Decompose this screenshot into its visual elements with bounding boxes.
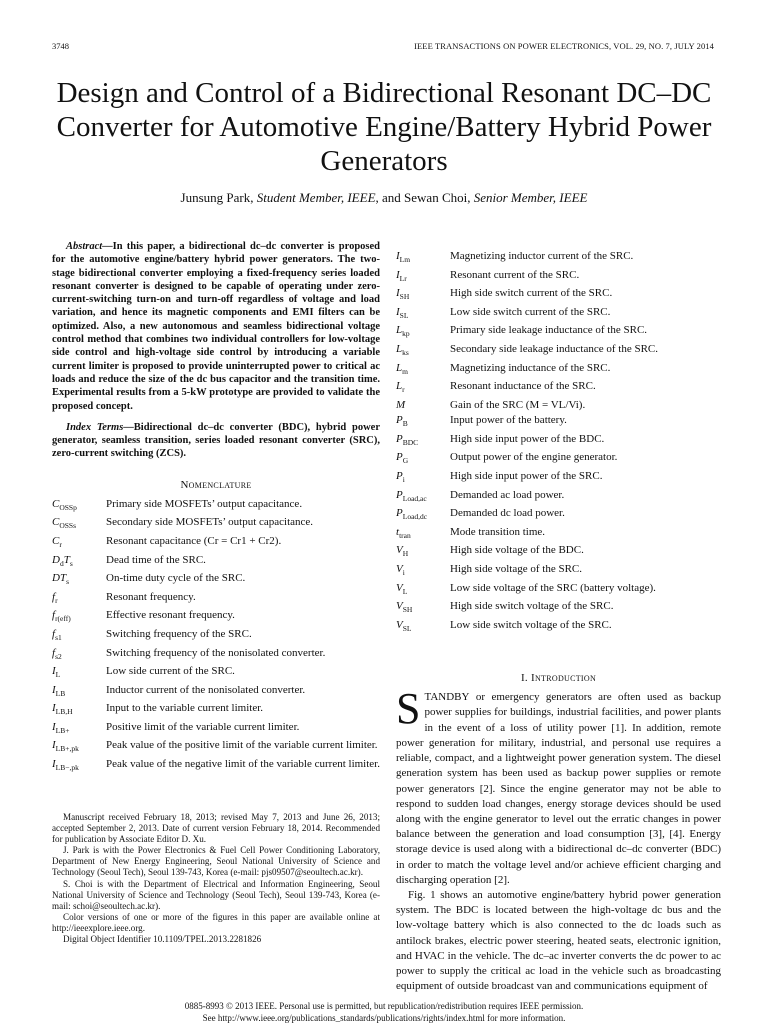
nomenclature-row: [396, 361, 721, 380]
index-terms: [52, 421, 380, 461]
nomenclature-symbol: $P_{Load,dc}$: [396, 507, 428, 522]
page-number: 3748: [52, 41, 69, 51]
nomenclature-description: Magnetizing inductor current of the SRC.: [450, 250, 634, 262]
nomenclature-row: [396, 286, 721, 305]
nomenclature-description: Input power of the battery.: [450, 414, 567, 427]
nomenclature-description: Effective resonant frequency.: [106, 609, 235, 622]
nomenclature-row: [396, 599, 721, 618]
author-1-role: Student Member, IEEE: [256, 190, 376, 205]
nomenclature-symbol: $I_{SH}$: [396, 287, 410, 302]
nomenclature-description: High side input power of the BDC.: [450, 432, 605, 445]
nomenclature-description: Mode transition time.: [450, 525, 546, 538]
right-column: [396, 249, 721, 994]
nomenclature-row: [52, 664, 380, 683]
nomenclature-symbol: $P_B$: [396, 414, 408, 429]
nomenclature-description: Resonant inductance of the SRC.: [450, 380, 596, 393]
nomenclature-symbol: $I_{Lr}$: [396, 268, 407, 283]
nomenclature-title: Nomenclature: [180, 478, 252, 491]
copyright-line-2: See http://www.ieee.org/publications_standards/publications/rights/index.html for more information.: [202, 1013, 566, 1023]
nomenclature-row: [396, 413, 721, 432]
intro-paragraph-1: [396, 684, 721, 888]
nomenclature-row: [52, 701, 380, 720]
nomenclature-row: [52, 757, 380, 776]
nomenclature-description: Positive limit of the variable current limiter.: [106, 720, 300, 733]
nomenclature-description: Primary side MOSFETs’ output capacitance.: [106, 497, 303, 510]
nomenclature-symbol: $t_{tran}$: [396, 525, 411, 540]
nomenclature-description: Low side current of the SRC.: [106, 665, 235, 678]
nomenclature-row: [52, 515, 380, 534]
copyright-line-1: 0885-8993 © 2013 IEEE. Personal use is permitted, but republication/redistribution requires IEEE permission.: [184, 1001, 584, 1011]
nomenclature-symbol: $I_{LB+}$: [52, 720, 70, 736]
paper-title: Design and Control of a Bidirectional Resonant DC–DC Converter for Automotive Engine/Battery Hybrid Power Generators: [56, 77, 712, 177]
nomenclature-symbol: $L_r$: [396, 380, 405, 395]
nomenclature-symbol: $V_i$: [396, 562, 405, 578]
nomenclature-description: High side switch current of the SRC.: [450, 287, 613, 300]
nomenclature-row: [396, 323, 721, 342]
nomenclature-description: Demanded ac load power.: [450, 488, 565, 501]
nomenclature-row: [396, 525, 721, 544]
nomenclature-symbol: $L_{kp}$: [396, 324, 410, 339]
nomenclature-description: Low side voltage of the SRC (battery voltage).: [450, 581, 656, 594]
nomenclature-description: Dead time of the SRC.: [106, 553, 206, 566]
nomenclature-description: Secondary side leakage inductance of the SRC.: [450, 342, 659, 355]
first-word-rest: TANDBY: [424, 691, 470, 704]
nomenclature-symbol: $V_H$: [396, 544, 409, 559]
nomenclature-row: [396, 305, 721, 324]
nomenclature-row: [396, 618, 721, 637]
nomenclature-description: Peak value of the negative limit of the variable current limiter.: [106, 758, 380, 771]
nomenclature-symbol: $V_{SL}$: [396, 618, 412, 633]
nomenclature-description: High side input power of the SRC.: [450, 469, 603, 482]
nomenclature-symbol: $f_r$: [52, 590, 58, 605]
nomenclature-symbol: $C_{OSSp}$: [52, 497, 77, 512]
nomenclature-symbol: $C_{OSSs}$: [52, 516, 77, 531]
nomenclature-list-left: [52, 497, 380, 776]
nomenclature-description: Resonant current of the SRC.: [450, 268, 580, 281]
nomenclature-description: Secondary side MOSFETs’ output capacitance.: [106, 516, 314, 529]
nomenclature-symbol: $I_{LB,H}$: [52, 702, 73, 717]
nomenclature-symbol: $P_G$: [396, 451, 409, 466]
nomenclature-description: High side switch voltage of the SRC.: [450, 600, 614, 613]
abstract-lead: Abstract: [66, 241, 103, 252]
nomenclature-symbol: $I_L$: [52, 665, 61, 680]
nomenclature-row: [52, 571, 380, 590]
nomenclature-row: [52, 497, 380, 516]
nomenclature-row: [396, 506, 721, 525]
nomenclature-symbol: M: [396, 398, 406, 411]
nomenclature-symbol: $I_{SL}$: [396, 305, 409, 320]
nomenclature-description: Primary side leakage inductance of the SRC.: [450, 324, 648, 337]
nomenclature-row: [396, 488, 721, 507]
nomenclature-description: Output power of the engine generator.: [450, 451, 618, 464]
nomenclature-symbol: $f_{r(eff)}$: [52, 609, 71, 624]
nomenclature-description: Magnetizing inductance of the SRC.: [450, 361, 611, 374]
nomenclature-row: [52, 738, 380, 757]
nomenclature-row: [396, 450, 721, 469]
nomenclature-row: [396, 268, 721, 287]
index-terms-text: —Bidirectional dc–dc converter (BDC), hybrid power generator, seamless transition, series loaded resonant converter (SRC), zero-current switching (ZCS).: [52, 421, 380, 460]
nomenclature-description: Inductor current of the nonisolated converter.: [106, 683, 306, 696]
nomenclature-description: Low side switch voltage of the SRC.: [450, 618, 612, 631]
footnote-color: Color versions of one or more of the figures in this paper are available online at http://ieeexplore.ieee.org.: [52, 911, 380, 933]
nomenclature-symbol: $f_{s1}$: [52, 627, 62, 643]
nomenclature-row: [52, 553, 380, 572]
nomenclature-row: [396, 342, 721, 361]
nomenclature-symbol: $P_i$: [396, 469, 405, 485]
nomenclature-symbol: $P_{BDC}$: [396, 432, 419, 447]
nomenclature-description: Switching frequency of the nonisolated converter.: [106, 646, 326, 659]
nomenclature-description: Resonant frequency.: [106, 590, 196, 603]
footnote-doi: Digital Object Identifier 10.1109/TPEL.2013.2281826: [63, 934, 262, 945]
nomenclature-row: [52, 720, 380, 739]
nomenclature-description: Switching frequency of the SRC.: [106, 627, 252, 640]
nomenclature-row: [52, 534, 380, 553]
author-joiner: , and Sewan Choi,: [375, 190, 471, 205]
left-column: [52, 240, 380, 776]
nomenclature-symbol: $I_{Lm}$: [396, 250, 411, 265]
nomenclature-symbol: $f_{s2}$: [52, 646, 62, 661]
nomenclature-row: [396, 581, 721, 600]
nomenclature-symbol: $I_{LB-,pk}$: [52, 758, 79, 773]
nomenclature-symbol: $I_{LB+,pk}$: [52, 739, 79, 754]
nomenclature-symbol: $I_{LB}$: [52, 683, 66, 698]
abstract-text: —In this paper, a bidirectional dc–dc converter is proposed for the automotive engine/battery hybrid power generators. The two-stage bidirectional converter employing a fixed-frequency series loaded resonant converter is designed to be capable of operating under zero-current-switching turn-on and turn-off regardless of voltage and load variation, and hence its magnetic components and EMI filters can be optimized. Also, a new autonomous and seamless bidirectional voltage control method that combines two individual controllers for low-voltage side control and high-voltage side control by introducing a variable current limiter is proposed to provide uninterrupted power to critical ac loads and reduce the size of the dc bus capacitor and the transition time. Experimental results from a 5-kW prototype are provided to validate the proposed concept.: [52, 241, 380, 412]
nomenclature-description: Input to the variable current limiter.: [106, 702, 264, 715]
nomenclature-symbol: $L_{ks}$: [396, 342, 409, 358]
nomenclature-symbol: $DT_s$: [52, 572, 69, 587]
nomenclature-row: [52, 627, 380, 646]
index-terms-lead: Index Terms: [66, 421, 124, 433]
nomenclature-row: [52, 683, 380, 702]
nomenclature-description: High side voltage of the SRC.: [450, 562, 582, 575]
nomenclature-row: [396, 379, 721, 398]
footnotes: [52, 812, 380, 945]
nomenclature-row: [396, 249, 721, 268]
nomenclature-symbol: $D_dT_s$: [52, 553, 73, 568]
intro-section-title: I. Introduction: [520, 672, 597, 685]
nomenclature-row: [396, 562, 721, 581]
nomenclature-row: [396, 398, 721, 413]
journal-header: IEEE TRANSACTIONS ON POWER ELECTRONICS, VOL. 29, NO. 7, JULY 2014: [414, 41, 714, 51]
nomenclature-row: [52, 590, 380, 609]
nomenclature-symbol: $C_r$: [52, 534, 62, 550]
nomenclature-list-right: [396, 249, 721, 636]
nomenclature-row: [396, 469, 721, 488]
nomenclature-row: [52, 608, 380, 627]
nomenclature-symbol: $P_{Load,ac}$: [396, 488, 427, 503]
nomenclature-row: [396, 543, 721, 562]
nomenclature-description: High side voltage of the BDC.: [450, 544, 584, 557]
nomenclature-description: Gain of the SRC (M = VL/Vi).: [450, 398, 586, 411]
dropcap: S: [396, 684, 421, 734]
author-2-role: Senior Member, IEEE: [473, 190, 588, 205]
intro-para-1-text: or emergency generators are often used as backup power supplies for buildings, industrial facilities, and power plants in the event of a loss of utility power [1]. In addition, remote power generation for military, industrial, and personal use requires a reliable, compact, and a lightweight power generation system. The diesel generation system has been used as backup power supplies or remote power generators [2]. Since the engine generator may not be able to respond to sudden load changes, energy storage devices should be used along with the engine generator to level out the erratic changes in power balance between the generation and load consumption [3], [4]. Energy storage device is used along with a bidirectional dc–dc converter (BDC) in order to match the voltage level and/or achieve efficient charging and discharging operation [2].: [396, 691, 721, 886]
nomenclature-symbol: $V_{SH}$: [396, 600, 413, 615]
author-1: Junsung Park,: [180, 190, 254, 205]
intro-paragraph-2: Fig. 1 shows an automotive engine/battery hybrid power generation system. The BDC is located between the high-voltage dc bus and the low-voltage battery which is also connected to the dc loads such as antilock brakes, electric power steering, heated seats, electronic ignition, and HVAC in the vehicle. The dc–ac inverter converts the dc power to ac power to supply the critical ac load in the vehicle such as broadcasting equipment of outside broadcast van and communications equipment of: [396, 888, 721, 993]
nomenclature-description: Resonant capacitance (Cr = Cr1 + Cr2).: [106, 534, 282, 547]
footnote-author-1: J. Park is with the Power Electronics & Fuel Cell Power Conditioning Laboratory, Department of New Energy Engineering, Seoul National University of Science and Technology (Seoul Tech), Seoul 139-743, Korea (e-mail: pjs09507@seoultech.ac.kr).: [52, 845, 380, 878]
nomenclature-row: [396, 432, 721, 451]
nomenclature-description: Peak value of the positive limit of the variable current limiter.: [106, 739, 378, 752]
nomenclature-description: On-time duty cycle of the SRC.: [106, 572, 246, 585]
copyright-notice: [40, 1000, 728, 1024]
nomenclature-description: Demanded dc load power.: [450, 507, 565, 520]
nomenclature-symbol: $L_m$: [396, 361, 408, 376]
footnote-manuscript: Manuscript received February 18, 2013; revised May 7, 2013 and June 26, 2013; accepted September 2, 2013. Date of current version February 18, 2014. Recommended for publication by Associate Editor D. Xu.: [52, 812, 380, 845]
footnote-author-2: S. Choi is with the Department of Electrical and Information Engineering, Seoul National University of Science and Technology (Seoul Tech), Seoul 139-743, Korea (e-mail: schoi@seoultech.ac.kr).: [52, 878, 380, 911]
nomenclature-symbol: $V_L$: [396, 581, 408, 596]
nomenclature-description: Low side switch current of the SRC.: [450, 305, 611, 318]
nomenclature-row: [52, 646, 380, 665]
author-line: [40, 190, 728, 206]
abstract: [52, 240, 380, 413]
